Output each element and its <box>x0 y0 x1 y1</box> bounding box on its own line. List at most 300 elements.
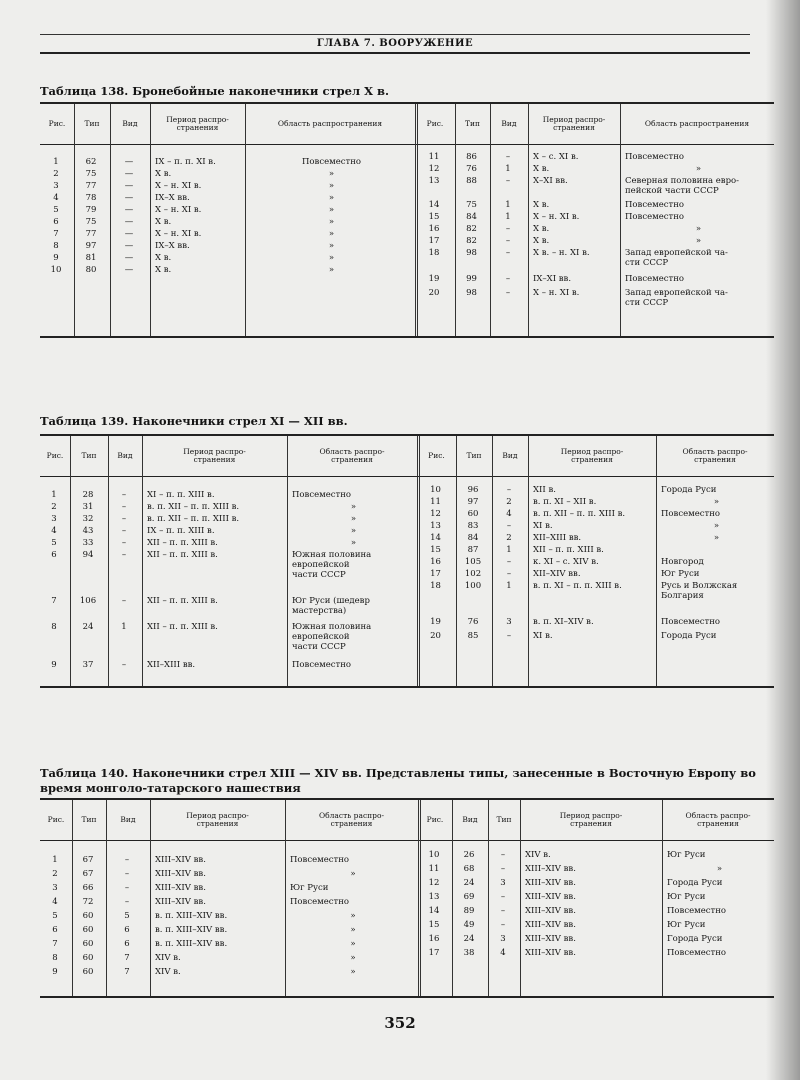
running-header: ГЛАВА 7. ВООРУЖЕНИЕ <box>40 38 750 54</box>
cell-area: Города Руси <box>661 631 717 641</box>
cell-period: XII – п. п. XIII в. <box>147 538 218 548</box>
cell-period: XIV в. <box>155 953 181 963</box>
cell-kind: – <box>505 176 511 186</box>
cell-fig: 12 <box>428 164 440 174</box>
cell-period: X в. – н. XI в. <box>533 248 590 258</box>
cell-area: Повсеместно <box>625 212 684 222</box>
cell-area: » <box>350 967 356 977</box>
cell-period: X в. <box>155 169 172 179</box>
cell-period: X–XI вв. <box>533 176 568 186</box>
cell-period: XIII–XIV вв. <box>525 906 576 916</box>
cell-fig: 15 <box>428 920 440 930</box>
cell-period: XIII–XIV вв. <box>155 883 206 893</box>
cell-period: в. п. XIII–XIV вв. <box>155 911 228 921</box>
cell-type: 49 <box>463 920 475 930</box>
cell-area: Южная половина европейской части СССР <box>292 622 372 652</box>
cell-period: XIV в. <box>525 850 551 860</box>
cell-kind: 3 <box>506 617 512 627</box>
cell-type: 37 <box>82 660 94 670</box>
cell-period: XI – п. п. XIII в. <box>147 490 215 500</box>
cell-type: 31 <box>82 502 94 512</box>
cell-period: IX–X вв. <box>155 241 190 251</box>
cell-type: 85 <box>467 631 479 641</box>
cell-fig: 3 <box>53 181 59 191</box>
cell-area: » <box>350 502 357 512</box>
cell-kind: 1 <box>505 164 511 174</box>
cell-kind: – <box>121 502 127 512</box>
header-cell-fig: Рис. <box>426 814 444 824</box>
cell-type: 77 <box>85 181 97 191</box>
cell-type: 24 <box>82 622 94 632</box>
page-number: 352 <box>384 1014 416 1032</box>
cell-period: X в. <box>533 164 550 174</box>
cell-period: X в. <box>533 200 550 210</box>
cell-type: 72 <box>82 897 94 907</box>
cell-type: 84 <box>467 533 479 543</box>
cell-kind: – <box>506 485 512 495</box>
column-rule <box>70 436 71 686</box>
header-cell-type: Тип <box>81 450 97 460</box>
cell-fig: 4 <box>53 193 59 203</box>
cell-fig: 3 <box>51 514 57 524</box>
cell-kind: 4 <box>506 509 512 519</box>
cell-kind: – <box>121 526 127 536</box>
cell-type: 76 <box>467 617 479 627</box>
cell-area: Юг Руси <box>667 920 706 930</box>
cell-kind: – <box>124 869 130 879</box>
header-cell-fig: Рис. <box>46 450 64 460</box>
cell-fig: 16 <box>428 224 440 234</box>
top-rule <box>40 34 750 35</box>
cell-kind: – <box>505 274 511 284</box>
cell-type: 106 <box>79 596 97 606</box>
cell-area: » <box>350 526 357 536</box>
header-cell-kind: Тип <box>496 814 512 824</box>
cell-kind: 2 <box>506 497 512 507</box>
cell-fig: 3 <box>52 883 58 893</box>
cell-type: 24 <box>463 934 475 944</box>
cell-period: XII – п. п. XIII в. <box>533 545 604 555</box>
cell-kind: – <box>124 883 130 893</box>
cell-fig: 8 <box>53 241 59 251</box>
cell-area: » <box>350 514 357 524</box>
cell-area: Повсеместно <box>625 200 684 210</box>
cell-fig: 7 <box>53 229 59 239</box>
table-header-row <box>40 436 774 477</box>
cell-type: 75 <box>466 200 477 210</box>
cell-fig: 15 <box>428 212 440 222</box>
cell-kind: 5 <box>124 911 130 921</box>
cell-period: в. п. XI – XII в. <box>533 497 597 507</box>
cell-fig: 6 <box>52 925 58 935</box>
cell-kind: 7 <box>124 967 130 977</box>
cell-area: Повсеместно <box>290 855 349 865</box>
table-140 <box>40 798 774 998</box>
cell-type: 82 <box>466 236 477 246</box>
cell-fig: 20 <box>428 288 440 298</box>
cell-fig: 1 <box>53 157 59 167</box>
cell-type: 76 <box>466 164 477 174</box>
cell-kind: – <box>121 596 127 606</box>
cell-type: 26 <box>463 850 475 860</box>
header-cell-period: Период распро- странения <box>559 810 623 828</box>
cell-type: 87 <box>467 545 479 555</box>
cell-period: в. п. XIII–XIV вв. <box>155 925 228 935</box>
column-rule <box>287 436 288 686</box>
header-cell-period: Период распро- странения <box>183 446 246 464</box>
cell-area: » <box>328 193 335 203</box>
cell-fig: 9 <box>51 660 57 670</box>
cell-fig: 17 <box>428 948 440 958</box>
cell-area: » <box>695 236 702 246</box>
cell-period: XIII–XIV вв. <box>155 869 206 879</box>
cell-area: Повсеместно <box>625 152 684 162</box>
cell-fig: 2 <box>51 502 57 512</box>
cell-type: 100 <box>464 581 482 591</box>
header-cell-area: Область распространения <box>644 118 750 128</box>
cell-kind: – <box>121 514 127 524</box>
cell-fig: 4 <box>52 897 58 907</box>
cell-area: » <box>350 939 356 949</box>
cell-fig: 13 <box>430 521 441 531</box>
cell-period: XIII–XIV вв. <box>155 855 206 865</box>
cell-kind: – <box>121 660 127 670</box>
cell-period: в. п. XIII–XIV вв. <box>155 939 228 949</box>
cell-area: » <box>328 241 335 251</box>
cell-period: XIII–XIV вв. <box>525 864 576 874</box>
cell-area: Юг Руси <box>290 883 329 893</box>
cell-period: X – с. XI в. <box>533 152 579 162</box>
header-cell-type: Тип <box>465 118 480 128</box>
cell-area: Южная половина европейской части СССР <box>292 550 372 580</box>
cell-kind: — <box>124 193 134 203</box>
cell-area: » <box>328 169 335 179</box>
cell-type: 89 <box>463 906 475 916</box>
cell-period: XIV в. <box>155 967 181 977</box>
header-cell-type: Тип <box>84 118 100 128</box>
cell-period: X – н. XI в. <box>155 229 202 239</box>
cell-area: Юг Руси <box>661 569 700 579</box>
cell-kind: – <box>506 569 512 579</box>
cell-kind: — <box>124 181 134 191</box>
cell-period: X в. <box>155 265 172 275</box>
cell-fig: 16 <box>428 934 440 944</box>
cell-period: к. XI – с. XIV в. <box>533 557 599 567</box>
cell-type: 60 <box>82 967 94 977</box>
cell-period: IX – п. п. XI в. <box>155 157 216 167</box>
cell-kind: 3 <box>500 878 506 888</box>
cell-kind: 7 <box>124 953 130 963</box>
header-cell-fig: Рис. <box>48 118 66 128</box>
cell-area: » <box>350 869 356 879</box>
cell-area: » <box>713 521 720 531</box>
cell-area: Города Руси <box>667 878 723 888</box>
cell-period: XII–XIII вв. <box>533 533 582 543</box>
column-rule <box>520 800 521 996</box>
cell-type: 82 <box>466 224 477 234</box>
cell-kind: 6 <box>124 925 130 935</box>
cell-type: 60 <box>82 939 94 949</box>
cell-type: 102 <box>464 569 482 579</box>
cell-period: в. п. XII – п. п. XIII в. <box>147 502 240 512</box>
cell-kind: – <box>500 906 506 916</box>
cell-kind: – <box>500 892 506 902</box>
header-cell-area: Область распро- странения <box>319 446 385 464</box>
cell-fig: 7 <box>52 939 58 949</box>
cell-type: 60 <box>82 911 94 921</box>
cell-fig: 6 <box>53 217 59 227</box>
column-rule <box>150 104 151 336</box>
header-cell-kind: Вид <box>502 450 518 460</box>
cell-fig: 11 <box>428 864 440 874</box>
cell-type: 43 <box>82 526 94 536</box>
cell-type: 33 <box>82 538 94 548</box>
cell-fig: 14 <box>428 906 440 916</box>
cell-type: 68 <box>463 864 475 874</box>
cell-period: IX–XI вв. <box>533 274 572 284</box>
cell-period: XIII–XIV вв. <box>525 948 576 958</box>
cell-period: XIII–XIV вв. <box>525 878 576 888</box>
column-rule <box>245 104 246 336</box>
cell-area: Города Руси <box>667 934 723 944</box>
cell-type: 88 <box>466 176 477 186</box>
cell-fig: 5 <box>52 911 58 921</box>
cell-area: Русь и Волжская Болгария <box>661 581 738 601</box>
cell-fig: 19 <box>430 617 441 627</box>
cell-kind: – <box>506 631 512 641</box>
cell-fig: 12 <box>430 509 441 519</box>
cell-area: Юг Руси (шедевр мастерства) <box>292 596 370 616</box>
cell-area: » <box>350 538 357 548</box>
cell-fig: 16 <box>430 557 441 567</box>
table-138-caption: Таблица 138. Бронебойные наконечники стрел X в. <box>40 84 389 98</box>
table-140-caption: Таблица 140. Наконечники стрел XIII — XIV вв. Представлены типы, занесенные в Восточную Европу во время монголо-татарского нашествия <box>40 766 756 795</box>
cell-period: в. п. XII – п. п. XIII в. <box>533 509 626 519</box>
header-cell-area: Область распро- странения <box>318 810 385 828</box>
cell-period: XIII–XIV вв. <box>525 892 576 902</box>
cell-period: в. п. XI–XIV в. <box>533 617 594 627</box>
header-cell-kind: Вид <box>120 814 136 824</box>
column-rule <box>528 104 529 336</box>
cell-area: » <box>695 164 702 174</box>
column-rule <box>142 436 143 686</box>
header-cell-period: Период распро- странения <box>166 114 229 132</box>
cell-period: X – н. XI в. <box>155 205 202 215</box>
cell-kind: – <box>500 864 506 874</box>
cell-period: XII – п. п. XIII в. <box>147 550 218 560</box>
cell-period: XIII–XIV вв. <box>525 934 576 944</box>
cell-kind: — <box>124 253 134 263</box>
cell-area: Повсеместно <box>302 157 361 167</box>
cell-kind: 1 <box>506 581 512 591</box>
cell-fig: 9 <box>52 967 58 977</box>
cell-fig: 19 <box>428 274 440 284</box>
cell-fig: 14 <box>428 200 440 210</box>
cell-type: 60 <box>82 925 94 935</box>
cell-period: X в. <box>533 224 550 234</box>
cell-type: 75 <box>85 217 97 227</box>
cell-kind: — <box>124 169 134 179</box>
cell-kind: — <box>124 205 134 215</box>
cell-fig: 10 <box>430 485 441 495</box>
cell-fig: 18 <box>430 581 441 591</box>
cell-kind: – <box>506 521 512 531</box>
cell-type: 86 <box>466 152 477 162</box>
cell-fig: 2 <box>52 869 58 879</box>
cell-period: в. п. XI – п. п. XIII в. <box>533 581 622 591</box>
cell-kind: – <box>505 224 511 234</box>
cell-area: Повсеместно <box>661 617 720 627</box>
cell-type: 99 <box>466 274 477 284</box>
cell-area: » <box>350 953 356 963</box>
header-cell-fig: Рис. <box>426 118 444 128</box>
cell-period: X в. <box>155 253 172 263</box>
cell-area: Повсеместно <box>625 274 684 284</box>
cell-kind: – <box>121 538 127 548</box>
cell-type: 84 <box>466 212 477 222</box>
cell-area: Юг Руси <box>667 850 706 860</box>
cell-kind: 1 <box>121 622 127 632</box>
cell-type: 62 <box>85 157 97 167</box>
cell-fig: 1 <box>51 490 57 500</box>
cell-fig: 15 <box>430 545 441 555</box>
header-cell-type: Вид <box>462 814 478 824</box>
cell-kind: 4 <box>500 948 506 958</box>
cell-fig: 20 <box>430 631 441 641</box>
cell-period: X в. <box>155 217 172 227</box>
cell-type: 60 <box>467 509 479 519</box>
cell-kind: – <box>505 248 511 258</box>
cell-kind: 3 <box>500 934 506 944</box>
cell-type: 67 <box>82 869 94 879</box>
cell-area: Повсеместно <box>661 509 720 519</box>
cell-fig: 12 <box>428 878 440 888</box>
cell-area: » <box>716 864 723 874</box>
cell-kind: – <box>121 550 127 560</box>
cell-type: 24 <box>463 878 475 888</box>
cell-kind: — <box>124 217 134 227</box>
cell-period: IX – п. п. XIII в. <box>147 526 215 536</box>
column-rule <box>150 800 151 996</box>
cell-type: 105 <box>464 557 482 567</box>
header-cell-period: Период распро- странения <box>542 114 606 132</box>
cell-kind: 1 <box>505 200 511 210</box>
cell-kind: – <box>505 152 511 162</box>
cell-kind: 1 <box>505 212 511 222</box>
cell-type: 81 <box>85 253 97 263</box>
cell-area: Повсеместно <box>292 490 351 500</box>
cell-type: 69 <box>463 892 475 902</box>
cell-fig: 8 <box>51 622 57 632</box>
cell-period: XII – п. п. XIII в. <box>147 596 218 606</box>
cell-period: XI в. <box>533 631 553 641</box>
cell-kind: – <box>505 236 511 246</box>
cell-kind: – <box>500 850 506 860</box>
cell-fig: 7 <box>51 596 57 606</box>
cell-period: XII–XIII вв. <box>147 660 196 670</box>
cell-kind: 1 <box>506 545 512 555</box>
cell-fig: 5 <box>51 538 57 548</box>
column-rule <box>108 436 109 686</box>
cell-fig: 1 <box>52 855 58 865</box>
cell-type: 32 <box>82 514 94 524</box>
cell-fig: 5 <box>53 205 59 215</box>
cell-area: » <box>695 224 702 234</box>
header-cell-kind: Вид <box>117 450 133 460</box>
column-rule <box>662 800 663 996</box>
cell-type: 94 <box>82 550 94 560</box>
cell-kind: 6 <box>124 939 130 949</box>
cell-period: XII–XIV вв. <box>533 569 581 579</box>
cell-fig: 17 <box>430 569 441 579</box>
cell-fig: 10 <box>50 265 62 275</box>
header-cell-kind: Вид <box>122 118 138 128</box>
cell-area: Юг Руси <box>667 892 706 902</box>
cell-fig: 11 <box>428 152 440 162</box>
cell-period: X – н. XI в. <box>533 288 580 298</box>
cell-area: Города Руси <box>661 485 717 495</box>
cell-type: 75 <box>85 169 97 179</box>
cell-fig: 11 <box>430 497 441 507</box>
cell-area: » <box>350 911 356 921</box>
cell-area: » <box>713 533 720 543</box>
cell-type: 98 <box>466 248 477 258</box>
cell-type: 97 <box>467 497 479 507</box>
cell-kind: – <box>124 855 130 865</box>
cell-type: 78 <box>85 193 97 203</box>
column-rule <box>656 436 657 686</box>
cell-fig: 6 <box>51 550 57 560</box>
column-rule <box>528 436 529 686</box>
header-cell-period: Период распро- странения <box>560 446 624 464</box>
cell-kind: – <box>506 557 512 567</box>
cell-type: 77 <box>85 229 97 239</box>
cell-area: » <box>328 205 335 215</box>
table-139-caption: Таблица 139. Наконечники стрел XI — XII вв. <box>40 414 348 428</box>
header-cell-type: Тип <box>466 450 482 460</box>
cell-area: » <box>713 497 720 507</box>
header-cell-area: Область распространения <box>277 118 383 128</box>
cell-type: 83 <box>467 521 479 531</box>
header-cell-area: Область распро- странения <box>682 446 748 464</box>
cell-fig: 10 <box>428 850 440 860</box>
cell-fig: 18 <box>428 248 440 258</box>
cell-period: XII в. <box>533 485 556 495</box>
cell-type: 60 <box>82 953 94 963</box>
table-139 <box>40 434 774 688</box>
cell-area: Северная половина евро- пейской части СССР <box>625 176 740 196</box>
cell-kind: – <box>121 490 127 500</box>
column-rule <box>285 800 286 996</box>
header-cell-fig: Рис. <box>47 814 65 824</box>
cell-area: » <box>328 265 335 275</box>
cell-kind: – <box>500 920 506 930</box>
cell-period: XII – п. п. XIII в. <box>147 622 218 632</box>
cell-area: Новгород <box>661 557 704 567</box>
cell-area: Повсеместно <box>290 897 349 907</box>
cell-area: » <box>328 217 335 227</box>
cell-kind: — <box>124 157 134 167</box>
cell-period: X в. <box>533 236 550 246</box>
cell-area: Запад европейской ча- сти СССР <box>625 248 728 268</box>
cell-period: XIII–XIV вв. <box>155 897 206 907</box>
cell-area: » <box>328 181 335 191</box>
cell-fig: 13 <box>428 892 440 902</box>
cell-type: 67 <box>82 855 94 865</box>
cell-type: 80 <box>85 265 97 275</box>
header-cell-fig: Рис. <box>428 450 445 460</box>
header-cell-kind: Вид <box>501 118 517 128</box>
